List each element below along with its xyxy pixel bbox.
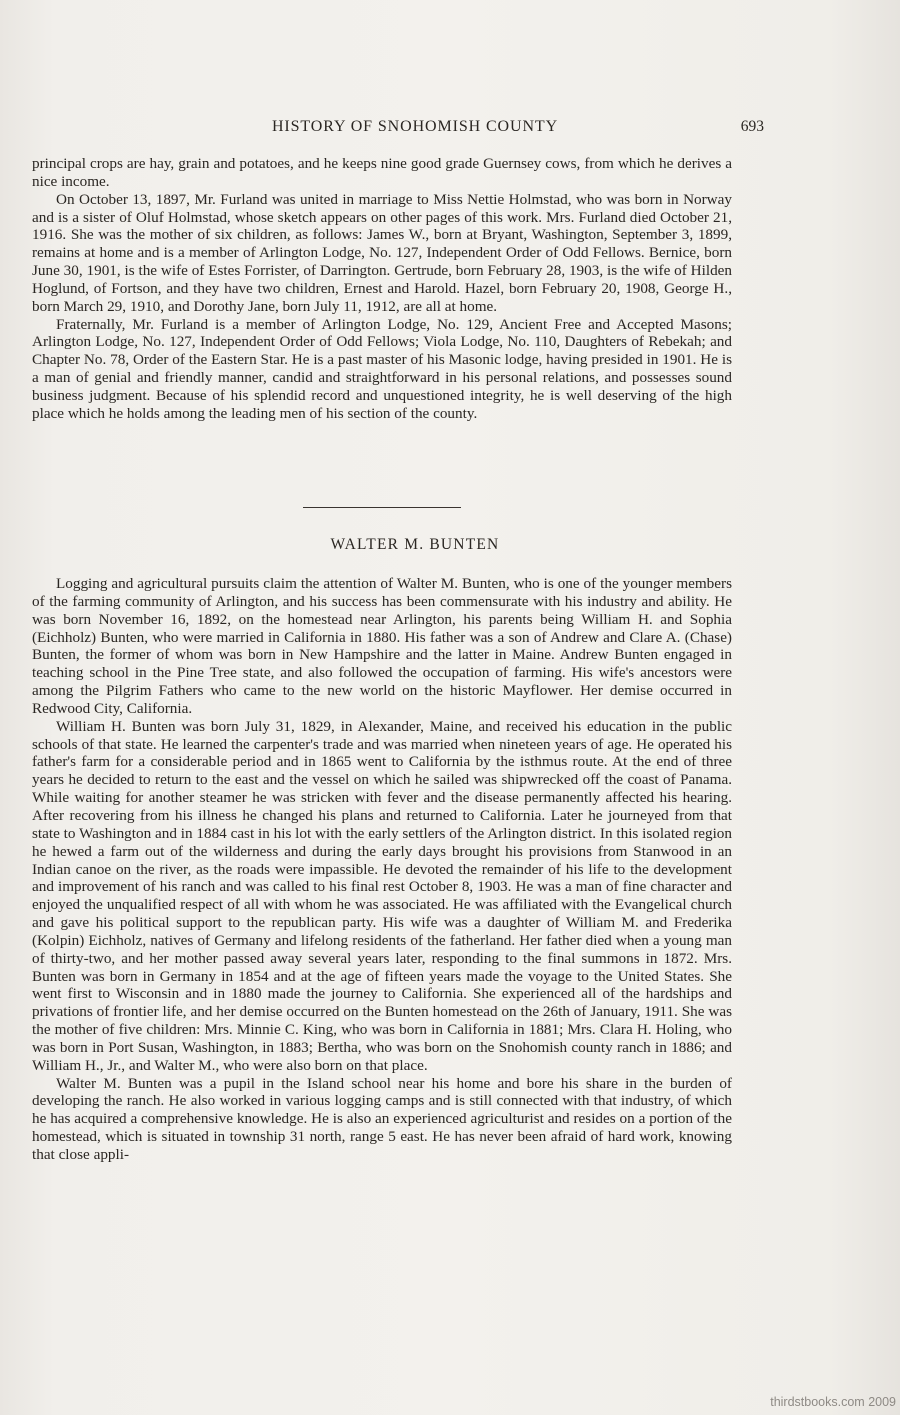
biography-text — [32, 575, 732, 1164]
continued-biography-text — [32, 155, 732, 423]
paragraph: principal crops are hay, grain and potatoes, and he keeps nine good grade Guernsey cows, from which he derives a nice income. — [32, 155, 732, 190]
page-number: 693 — [740, 118, 764, 135]
paragraph: Fraternally, Mr. Furland is a member of Arlington Lodge, No. 129, Ancient Free and Accepted Masons; Arlington Lodge, No. 127, Independent Order of Odd Fellows; Viola Lodge, No. 110, Daughters of Rebekah; and Chapter No. 78, Order of the Eastern Star. He is a past master of his Masonic lodge, having presided in 1901. He is a man of genial and friendly manner, candid and straightforward in his personal relations, and possesses sound business judgment. Because of his splendid record and unquestioned integrity, he is well deserving of the high place which he holds among the leading men of his section of the county. — [32, 315, 732, 422]
paragraph: William H. Bunten was born July 31, 1829, in Alexander, Maine, and received his education in the public schools of that state. He learned the carpenter's trade and was married when nineteen years of age. He operated his father's farm for a considerable period and in 1865 went to California by the isthmus route. At the end of three years he decided to return to the east and the vessel on which he sailed was shipwrecked off the coast of Panama. While waiting for another steamer he was stricken with fever and the disease permanently affected his hearing. After recovering from his illness he changed his plans and returned to California. Later he journeyed from that state to Washington and in 1884 cast in his lot with the early settlers of the Arlington district. In this isolated region he hewed a farm out of the wilderness and during the early days brought his provisions from Stanwood in an Indian canoe on the river, as the roads were impassible. He devoted the remainder of his life to the development and improvement of his ranch and was called to his final rest October 8, 1903. He was a man of fine character and enjoyed the unqualified respect of all with whom he was associated. He was affiliated with the Evangelical church and gave his political support to the republican party. His wife was a daughter of William M. and Frederika (Kolpin) Eichholz, natives of Germany and lifelong residents of the fatherland. Her father died when a young man of thirty-two, and her mother passed away several years later, responding to the final summons in 1872. Mrs. Bunten was born in Germany in 1854 and at the age of fifteen years made the voyage to the United States. She went first to Wisconsin and in 1880 made the journey to California. She experienced all of the hardships and privations of frontier life, and her demise occurred on the Bunten homestead on the 26th of January, 1911. She was the mother of five children: Mrs. Minnie C. King, who was born in California in 1881; Mrs. Clara H. Holing, who was born in Port Susan, Washington, in 1883; Bertha, who was born on the Snohomish county ranch in 1886; and William H., Jr., and Walter M., who were also born on that place. — [32, 717, 732, 1074]
running-title: HISTORY OF SNOHOMISH COUNTY — [271, 118, 559, 135]
paragraph: Logging and agricultural pursuits claim the attention of Walter M. Bunten, who is one of the younger members of the farming community of Arlington, and his success has been commensurate with his industry and ability. He was born November 16, 1892, on the homestead near Arlington, his parents being William H. and Sophia (Eichholz) Bunten, who were married in California in 1880. His father was a son of Andrew and Clare A. (Chase) Bunten, the former of whom was born in New Hampshire and the latter in Maine. Andrew Bunten engaged in teaching school in the Pine Tree state, and also followed the occupation of farming. His wife's ancestors were among the Pilgrim Fathers who came to the new world on the historic Mayflower. Her demise occurred in Redwood City, California. — [32, 575, 732, 717]
paragraph: Walter M. Bunten was a pupil in the Island school near his home and bore his share in the burden of developing the ranch. He also worked in various logging camps and is still connected with that industry, of which he has acquired a comprehensive knowledge. He is also an experienced agriculturist and resides on a portion of the homestead, which is situated in township 31 north, range 5 east. He has never been afraid of hard work, knowing that close appli- — [32, 1074, 732, 1163]
watermark: thirdstbooks.com 2009 — [770, 1395, 896, 1409]
paragraph: On October 13, 1897, Mr. Furland was united in marriage to Miss Nettie Holmstad, who was born in Norway and is a sister of Oluf Holmstad, whose sketch appears on other pages of this work. Mrs. Furland died October 21, 1916. She was the mother of six children, as follows: James W., born at Bryant, Washington, September 3, 1899, remains at home and is a member of Arlington Lodge, No. 127, Independent Order of Odd Fellows. Bernice, born June 30, 1901, is the wife of Estes Forrister, of Darrington. Gertrude, born February 28, 1903, is the wife of Hilden Hoglund, of Fortson, and they have two children, Ernest and Harold. Hazel, born February 20, 1908, George H., born March 29, 1910, and Dorothy Jane, born July 11, 1912, are all at home. — [32, 190, 732, 315]
section-title: WALTER M. BUNTEN — [330, 536, 500, 553]
section-divider-rule — [303, 507, 461, 508]
running-head — [32, 118, 764, 140]
